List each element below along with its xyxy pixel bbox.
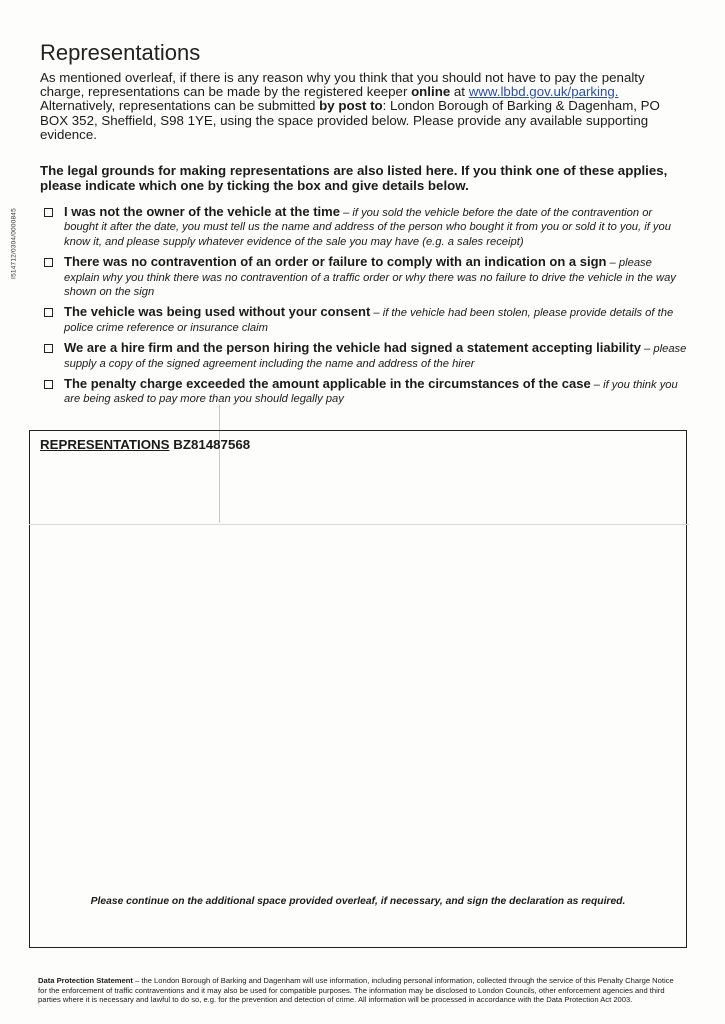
intro-text-4: : London Borough of Barking & Dagenham, PO BOX 352, Sheffield, S98 1YE, using the space provided below. Please provide any available supporting evidence.: [40, 98, 660, 142]
ground-title: We are a hire firm and the person hiring the vehicle had signed a statement accepting liability: [64, 340, 641, 356]
representations-label: [40, 437, 250, 452]
data-protection-statement: [38, 976, 678, 1005]
ground-checkbox[interactable]: [44, 208, 53, 217]
ground-detail: – please explain why you think there was no contravention of a traffic order or why there was no failure to drive the vehicle in the way shown on the sign: [64, 257, 676, 299]
ground-no-consent: [42, 305, 687, 335]
website-link[interactable]: www.lbbd.gov.uk/parking.: [468, 84, 619, 100]
intro-paragraph: [40, 71, 680, 142]
ground-detail: – please supply a copy of the signed agreement including the name and address of the hirer: [64, 343, 687, 370]
legal-grounds-heading: The legal grounds for making representations are also listed here. If you think one of these applies, please indicate which one by ticking the box and give details below.: [40, 163, 668, 193]
pcn-reference: BZ81487568: [173, 437, 251, 452]
side-reference-code: I514712/0304/0000845: [10, 208, 18, 279]
intro-post-label: by post to: [319, 98, 383, 114]
ground-checkbox[interactable]: [44, 258, 53, 267]
ground-no-contravention: [42, 255, 687, 299]
data-protection-label: Data Protection Statement: [38, 976, 133, 985]
intro-text-3: Alternatively, representations can be submitted: [40, 98, 320, 114]
ground-title: The vehicle was being used without your consent: [64, 304, 371, 320]
ground-title: I was not the owner of the vehicle at the time: [64, 204, 340, 219]
ground-checkbox[interactable]: [44, 308, 53, 317]
ground-not-owner: [42, 205, 687, 249]
ground-detail: – if you sold the vehicle before the date of the contravention or bought it after the date, you must tell us the name and address of the person who bought it from you or sold it to you, if you know it, and please supply whatever evidence of the sale you may have (e.g. a sales receipt): [64, 207, 671, 248]
intro-text-2: at: [450, 84, 469, 100]
ground-title: There was no contravention of an order or failure to comply with an indication on a sign: [64, 254, 607, 270]
ground-detail: – if the vehicle had been stolen, please provide details of the police crime reference or insurance claim: [64, 307, 674, 334]
continue-note: Please continue on the additional space provided overleaf, if necessary, and sign the declaration as required.: [90, 896, 626, 907]
ground-exceeded-amount: [42, 377, 687, 407]
page-title: Representations: [40, 40, 201, 65]
representations-input-area[interactable]: [29, 430, 687, 948]
intro-online-label: online: [411, 84, 451, 100]
representations-heading: REPRESENTATIONS: [40, 437, 170, 452]
ground-detail: – if you think you are being asked to pay more than you should legally pay: [64, 379, 678, 406]
fold-crease-horizontal: [29, 524, 689, 525]
ground-title: The penalty charge exceeded the amount applicable in the circumstances of the case: [64, 376, 591, 392]
ground-hire-firm: [42, 341, 687, 371]
intro-text-1: As mentioned overleaf, if there is any reason why you think that you should not have to pay the penalty charge, representations can be made by the registered keeper: [40, 70, 645, 100]
data-protection-text: – the London Borough of Barking and Dagenham will use information, including personal information, collected through the service of this Penalty Charge Notice for the enforcement of traffic contraventions and it may also be used for compatible purposes. The information may be disclosed to London Councils, other enforcement agencies and third parties where it is necessary and lawful to do so, e.g. for the prevention and detection of crime. All information will be processed in accordance with the Data Protection Act 2003.: [38, 976, 674, 1005]
ground-checkbox[interactable]: [44, 380, 53, 389]
ground-checkbox[interactable]: [44, 344, 53, 353]
legal-grounds-list: [42, 205, 687, 413]
